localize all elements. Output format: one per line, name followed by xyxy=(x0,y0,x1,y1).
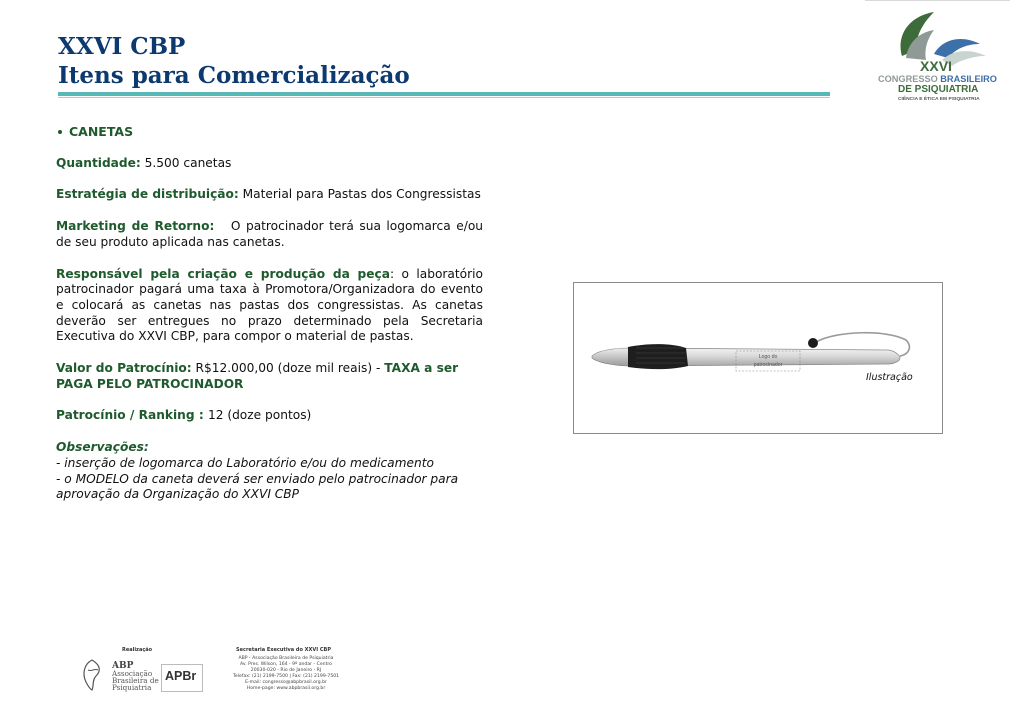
item-heading-text: CANETAS xyxy=(69,124,134,139)
title-line-1: XXVI CBP xyxy=(58,33,186,60)
congress-logo xyxy=(872,4,1000,104)
secretaria-title: Secretaria Executiva do XXVI CBP xyxy=(236,647,331,653)
svg-text:CONGRESSO BRASILEIRO xyxy=(878,74,997,84)
realizacao-label: Realização xyxy=(122,647,153,653)
logo-numeral: XXVI xyxy=(920,58,952,74)
logo-word-congresso: CONGRESSO xyxy=(878,74,938,84)
logo-top-divider xyxy=(865,0,1010,1)
logo-word-psiquiatria: DE PSIQUIATRIA xyxy=(898,84,979,95)
marketing-label: Marketing de Retorno: xyxy=(56,219,215,234)
valor-label: Valor do Patrocínio: xyxy=(56,361,192,376)
secretaria-line-6: Home-page: www.abpbrasil.org.br xyxy=(246,685,326,691)
marketing-value: O patrocinador terá sua logomarca e/ou de seu produto aplicada nas canetas. xyxy=(56,219,487,249)
title-line-2: Itens para Comercialização xyxy=(58,62,410,89)
estrategia-value: Material para Pastas dos Congressistas xyxy=(238,187,481,202)
observacoes-label: Observações: xyxy=(56,440,149,455)
secretaria-line-2: Av. Pres. Wilson, 164 - 9º andar - Centro xyxy=(240,661,332,667)
page-title xyxy=(58,32,410,90)
secretaria-address xyxy=(228,656,344,691)
abp-name-line-1: Associação xyxy=(112,669,153,678)
ranking-value: 12 (doze pontos) xyxy=(207,408,312,423)
pen-tip xyxy=(592,348,630,366)
logo-word-brasileiro: BRASILEIRO xyxy=(940,74,997,84)
marketing-row xyxy=(56,219,487,250)
estrategia-label: Estratégia de distribuição: xyxy=(56,187,239,202)
observacao-line-1: - inserção de logomarca do Laboratório e/ou do medicamento xyxy=(56,455,434,470)
estrategia-row xyxy=(56,187,483,203)
title-underline xyxy=(58,92,830,96)
secretaria-line-5: E-mail: congresso@abpbrasil.org.br xyxy=(245,679,327,685)
pen-clip-knob xyxy=(808,338,818,348)
abp-name-line-2: Brasileira de xyxy=(112,676,159,685)
abp-name-line-3: Psiquiatria xyxy=(112,683,152,692)
item-heading xyxy=(58,124,483,140)
pen-logo-line-2: patrocinador xyxy=(753,362,783,368)
logo-tagline: CIÊNCIA E ÉTICA EM PSIQUIATRIA xyxy=(898,97,980,102)
title-underline-secondary xyxy=(58,97,830,98)
apbr-text: APBr xyxy=(165,669,197,683)
ranking-label: Patrocínio / Ranking : xyxy=(56,408,208,423)
valor-value: R$12.000,00 (doze mil reais) - xyxy=(191,361,385,376)
pen-logo-line-1: Logo do xyxy=(758,354,778,360)
abp-name xyxy=(112,670,159,691)
secretaria-line-4: Telefax: (21) 2199-7500 | Fax: (21) 2199-7501 xyxy=(232,673,340,679)
secretaria-line-1: ABP - Associação Brasileira de Psiquiatria xyxy=(238,656,334,661)
item-description xyxy=(56,124,487,503)
observacao-line-2: - o MODELO da caneta deverá ser enviado pelo patrocinador para aprovação da Organização do XXVI CBP xyxy=(56,471,459,502)
responsavel-value: : o laboratório patrocinador pagará uma taxa à Promotora/Organizadora do evento e colocará as canetas nas pastas dos congressistas. As canetas deverão ser entregues no prazo determinado pela Secretaria Executiva do XXVI CBP, para compor o material de pastas. xyxy=(56,266,483,344)
valor-row xyxy=(56,361,483,392)
valor-taxa: TAXA a ser PAGA PELO PATROCINADOR xyxy=(56,361,459,391)
footer xyxy=(80,644,350,704)
bullet-icon xyxy=(58,130,62,134)
illustration-caption: Ilustração xyxy=(866,372,913,383)
apbr-logo xyxy=(161,664,203,692)
quantidade-label: Quantidade: xyxy=(56,155,141,170)
responsavel-row xyxy=(56,267,483,346)
responsavel-label: Responsável pela criação e produção da peça xyxy=(56,266,390,281)
abp-short: ABP xyxy=(112,661,134,671)
quantidade-value: 5.500 canetas xyxy=(140,155,232,170)
abp-logo-icon xyxy=(80,658,104,692)
ranking-row xyxy=(56,408,483,424)
secretaria-line-3: 20030-020 - Rio de Janeiro - RJ xyxy=(250,667,322,673)
quantidade-row xyxy=(56,156,483,172)
